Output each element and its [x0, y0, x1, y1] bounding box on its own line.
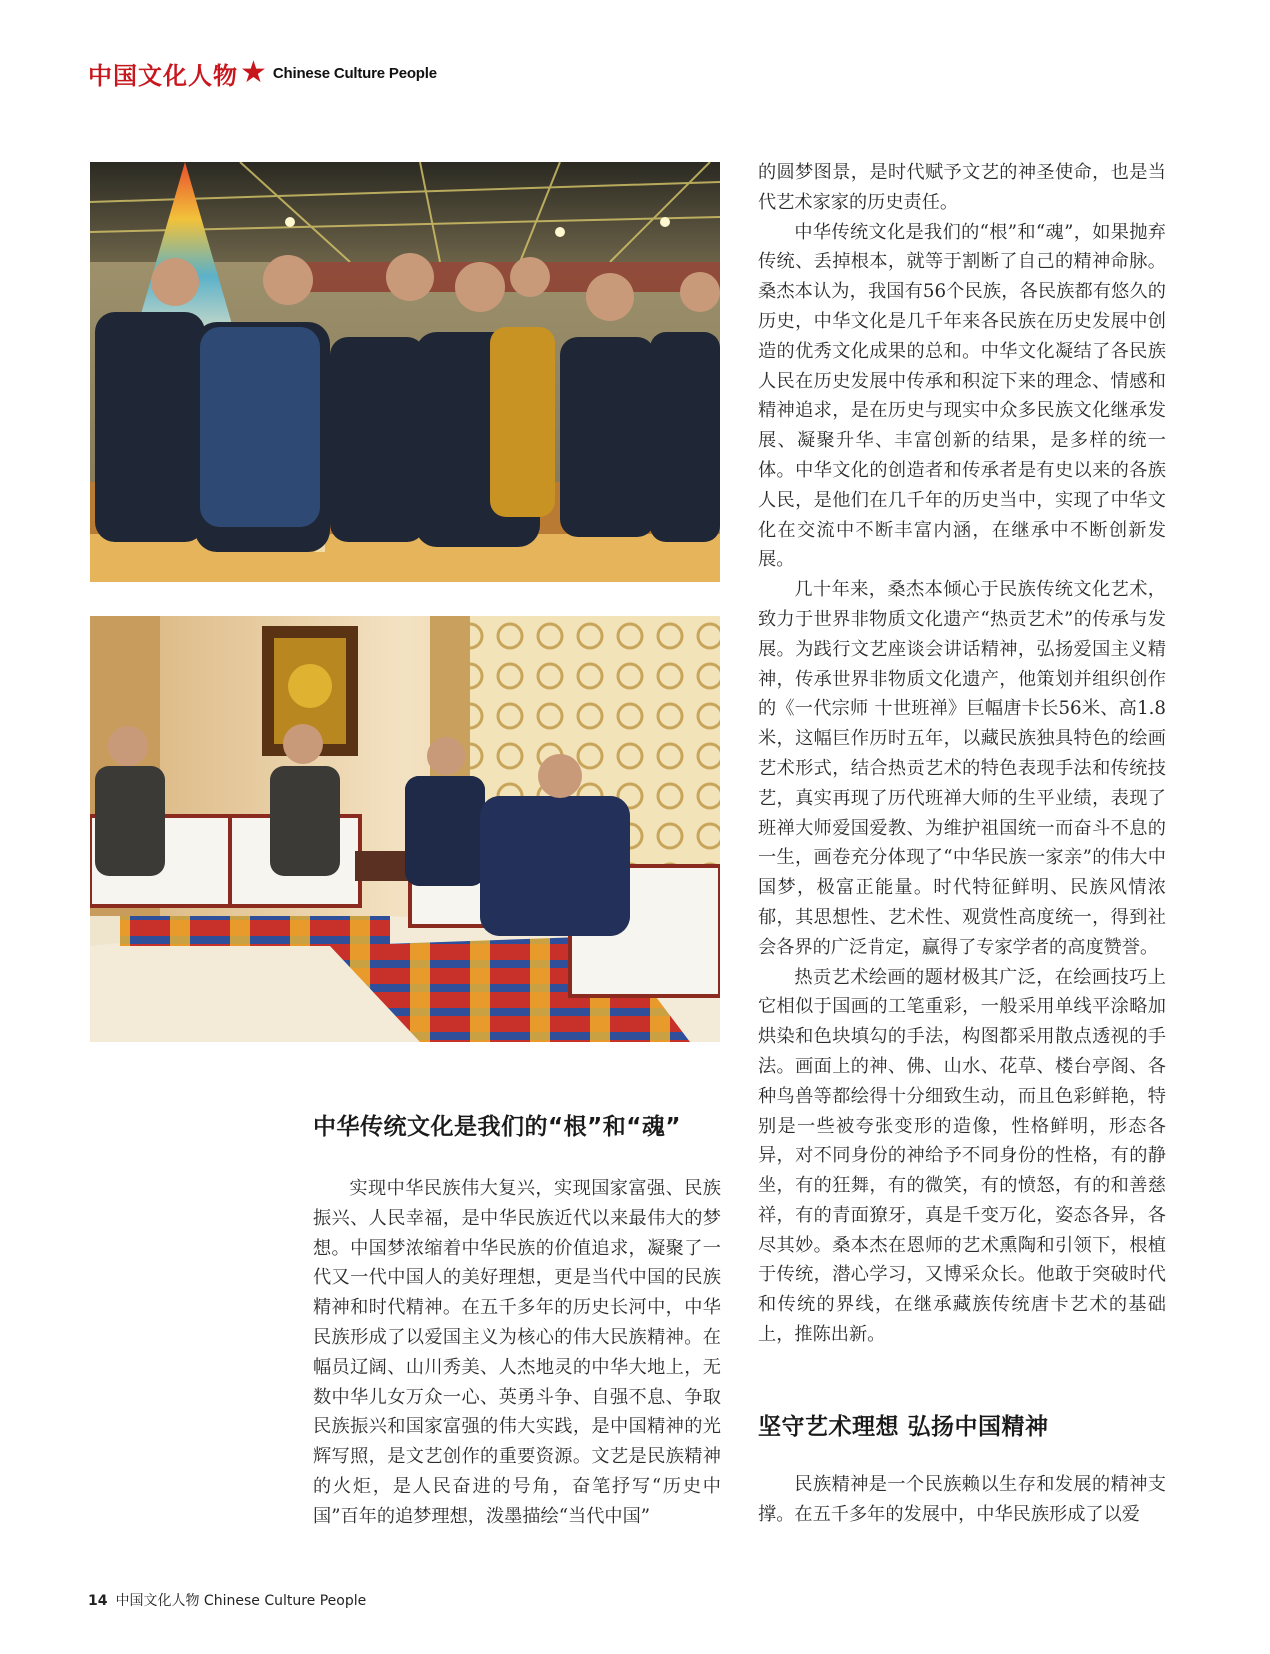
paragraph: 实现中华民族伟大复兴，实现国家富强、民族振兴、人民幸福，是中华民族近代以来最伟大的梦想。中国梦浓缩着中华民族的价值追求，凝聚了一代又一代中国人的美好理想，更是当代中国的民族精神和时代精神。在五千多年的历史长河中，中华民族形成了以爱国主义为核心的伟大民族精神。在幅员辽阔、山川秀美、人杰地灵的中华大地上，无数中华儿女万众一心、英勇斗争、自强不息、争取民族振兴和国家富强的伟大实践，是中国精神的光辉写照，是文艺创作的重要资源。文艺是民族精神的火炬，是人民奋进的号角，奋笔抒写“历史中国”百年的追梦理想，泼墨描绘“当代中国”: [313, 1178, 721, 1527]
page-footer: [88, 1590, 366, 1610]
page-number: 14: [88, 1593, 108, 1609]
paragraph: 中华传统文化是我们的“根”和“魂”，如果抛弃传统、丢掉根本，就等于割断了自己的精神命脉。桑杰本认为，我国有56个民族，各民族都有悠久的历史，中华文化是几千年来各民族在历史发展中创造的优秀文化成果的总和。中华文化凝结了各民族人民在历史发展中传承和积淀下来的理念、情感和精神追求，是在历史与现实中众多民族文化继承发展、凝聚升华、丰富创新的结果，是多样的统一体。中华文化的创造者和传承者是有史以来的各族人民，是他们在几千年的历史当中，实现了中华文化在交流中不断丰富内涵，在继承中不断创新发展。: [758, 221, 1166, 571]
reception-photo: [90, 616, 720, 1042]
exhibition-photo: [90, 162, 720, 582]
star-icon: ★: [240, 55, 267, 90]
masthead-title-en: Chinese Culture People: [272, 64, 437, 82]
paragraph: 几十年来，桑杰本倾心于民族传统文化艺术，致力于世界非物质文化遗产“热贡艺术”的传承与发展。为践行文艺座谈会讲话精神，弘扬爱国主义精神，传承世界非物质文化遗产，他策划并组织创作的《一代宗师 十世班禅》巨幅唐卡长56米、高1.8米，这幅巨作历时五年，以藏民族独具特色的绘画艺术形式，结合热贡艺术的特色表现手法和传统技艺，真实再现了历代班禅大师的生平业绩，表现了班禅大师爱国爱教、为维护祖国统一而奋斗不息的一生，画卷充分体现了“中华民族一家亲”的伟大中国梦，极富正能量。时代特征鲜明、民族风情浓郁，其思想性、艺术性、观赏性高度统一，得到社会各界的广泛肯定，赢得了专家学者的高度赞誉。: [758, 579, 1166, 958]
paragraph: 的圆梦图景，是时代赋予文艺的神圣使命，也是当代艺术家家的历史责任。: [758, 162, 1166, 213]
masthead-title-cn: 中国文化人物: [88, 60, 238, 90]
section-heading: 中华传统文化是我们的“根”和“魂”: [313, 1114, 681, 1140]
paragraph: 热贡艺术绘画的题材极其广泛，在绘画技巧上它相似于国画的工笔重彩，一般采用单线平涂略加烘染和色块填勾的手法，构图都采用散点透视的手法。画面上的神、佛、山水、花草、楼台亭阁、各种鸟兽等都绘得十分细致生动，而且色彩鲜艳，特别是一些被夸张变形的造像，性格鲜明，形态各异，对不同身份的神给予不同身份的性格，有的静坐，有的狂舞，有的微笑，有的愤怒，有的和善慈祥，有的青面獠牙，真是千变万化，姿态各异，各尽其妙。桑本杰在恩师的艺术熏陶和引领下，根植于传统，潜心学习，又博采众长。他敢于突破时代和传统的界线，在继承藏族传统唐卡艺术的基础上，推陈出新。: [758, 966, 1166, 1346]
right-column-bottom: [758, 1470, 1166, 1530]
masthead: [88, 56, 437, 90]
section-heading: 坚守艺术理想 弘扬中国精神: [758, 1414, 1049, 1440]
right-column: [758, 158, 1166, 1350]
paragraph: 民族精神是一个民族赖以生存和发展的精神支撑。在五千多年的发展中，中华民族形成了以爱: [758, 1474, 1166, 1525]
left-column: [313, 1174, 721, 1532]
footer-text: 中国文化人物 Chinese Culture People: [115, 1593, 367, 1609]
